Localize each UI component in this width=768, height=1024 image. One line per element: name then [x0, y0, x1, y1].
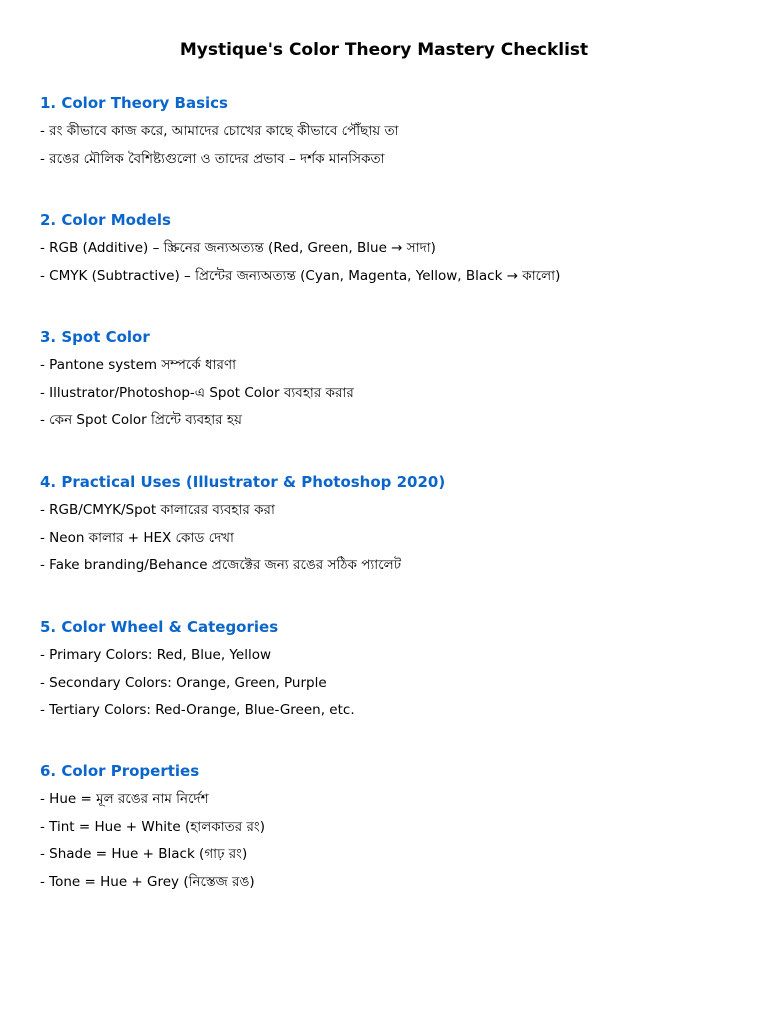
checklist-item: - Illustrator/Photoshop-এ Spot Color ব্যবহার করার [40, 384, 354, 401]
checklist-item: - রং কীভাবে কাজ করে, আমাদের চোখের কাছে কীভাবে পৌঁছায় তা [40, 123, 399, 139]
section-heading: 2. Color Models [40, 211, 171, 229]
section-heading: 4. Practical Uses (Illustrator & Photoshop 2020) [40, 473, 446, 491]
checklist-item: - Neon কালার + HEX কোড দেখা [40, 529, 234, 546]
checklist-item: - রঙের মৌলিক বৈশিষ্ট্যগুলো ও তাদের প্রভাব – দর্শক মানসিকতা [40, 150, 385, 167]
section-heading: 5. Color Wheel & Categories [40, 618, 279, 636]
page-title: Mystique's Color Theory Mastery Checklist [179, 40, 589, 60]
checklist-item: - Hue = মূল রঙের নাম নির্দেশ [40, 791, 209, 807]
section-color-models [40, 210, 740, 294]
checklist-item: - কেন Spot Color প্রিন্টে ব্যবহার হয় [40, 412, 242, 429]
section-practical-uses [40, 472, 740, 584]
section-color-properties [40, 761, 740, 901]
checklist-item: - RGB (Additive) – স্ক্রিনের জন্যঅত্যন্ত (Red, Green, Blue → সাদা) [40, 240, 436, 256]
checklist-item: - Tint = Hue + White (হালকাতর রং) [40, 818, 265, 835]
checklist-item: - Tone = Hue + Grey (নিস্তেজ রঙ) [40, 874, 255, 891]
checklist-item: - Fake branding/Behance প্রজেক্টের জন্য রঙের সঠিক প্যালেট [40, 557, 402, 574]
checklist-item: - Pantone system সম্পর্কে ধারণা [40, 357, 237, 373]
checklist-item: - Secondary Colors: Orange, Green, Purple [40, 674, 327, 691]
section-color-wheel [40, 617, 740, 729]
checklist-item: - Tertiary Colors: Red-Orange, Blue-Green, etc. [40, 702, 355, 719]
checklist-item: - Shade = Hue + Black (গাঢ় রং) [40, 846, 248, 863]
section-heading: 6. Color Properties [40, 762, 200, 780]
checklist-item: - RGB/CMYK/Spot কালারের ব্যবহার করা [40, 502, 275, 518]
section-heading: 1. Color Theory Basics [40, 94, 228, 112]
checklist-item: - CMYK (Subtractive) – প্রিন্টের জন্যঅত্যন্ত (Cyan, Magenta, Yellow, Black → কালো) [40, 267, 561, 284]
checklist-item: - Primary Colors: Red, Blue, Yellow [40, 647, 271, 663]
section-heading: 3. Spot Color [40, 328, 150, 346]
section-color-theory-basics [40, 93, 740, 177]
section-spot-color [40, 327, 740, 439]
